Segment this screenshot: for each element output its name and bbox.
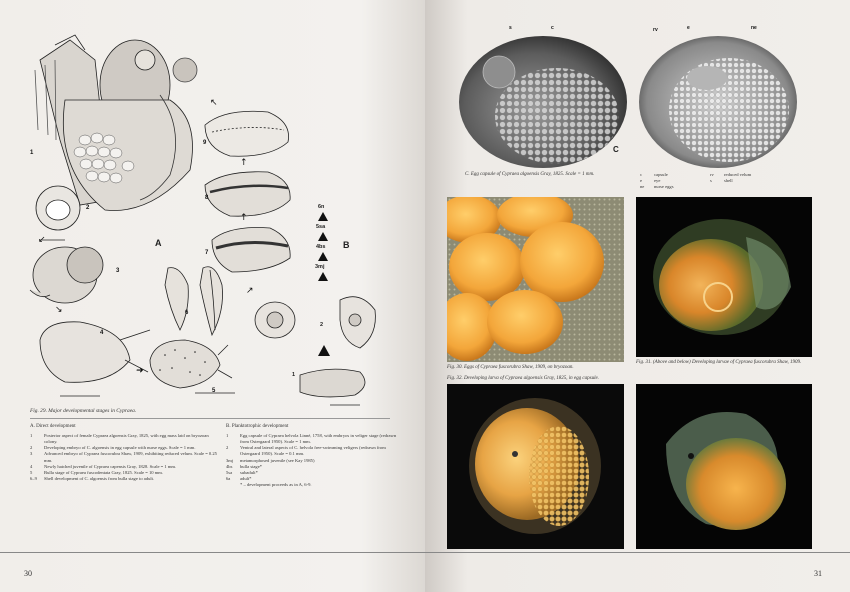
- egg-capsule-photo-left: [457, 30, 629, 170]
- legend-text: adult*: [240, 476, 252, 482]
- legend-heading: B. Planktotrophic development: [226, 424, 289, 429]
- shell-stage-9-drawing: [205, 111, 289, 156]
- arrow-icon: ↘: [55, 305, 63, 315]
- arrow-icon: ↖: [210, 98, 218, 108]
- arrow-icon: ➜: [136, 366, 144, 376]
- fig-c-label: rv: [653, 27, 658, 33]
- page-number: 30: [24, 569, 32, 578]
- legend-text: Developing embryo of C. algoensis in egg capsule with nurse eggs. Scale = 1 mm.: [44, 445, 196, 451]
- stage-triangle-icon: [318, 252, 328, 261]
- legend-key: 1: [30, 432, 33, 438]
- fig-c-letter: C: [613, 145, 619, 154]
- fig31-larva-photo-top: [636, 197, 812, 357]
- fig-c-caption: C. Egg capsule of Cypraea algoensis Gray, 1825. Scale = 1 mm.: [465, 172, 595, 177]
- fig30-caption: Fig. 30. Eggs of Cypraea fuscorubra Shaw, 1909, on bryozoan.: [447, 365, 574, 370]
- legend-key: ne: [640, 184, 645, 190]
- b-stage-label: 5sa: [316, 224, 326, 230]
- bottom-divider: [0, 552, 425, 553]
- legend-text: subadult*: [240, 469, 258, 475]
- fig-c-label: c: [551, 25, 554, 31]
- legend-key: 6–9: [30, 476, 37, 482]
- bulla-stage-drawing: [150, 340, 235, 393]
- stage-triangle-icon: [318, 232, 328, 241]
- legend-planktotrophic-development: [226, 424, 406, 488]
- legend-key: s: [710, 178, 712, 184]
- legend-key: 3mj: [226, 457, 234, 463]
- legend-text: nurse eggs: [654, 184, 674, 190]
- legend-row: [226, 433, 406, 445]
- legend-text: Posterior aspect of female Cypraea algoensis Gray, 1825, with egg mass laid on bryozoan colony.: [44, 432, 209, 444]
- fig-c-legend: [640, 172, 790, 191]
- legend-text: Egg capsule of Cypraea helvola Linné, 1758, with embryos in veliger stage (redrawn from Ostergaard 1950). Scale = 1 mm.: [240, 432, 397, 444]
- stage-label: 9: [203, 140, 207, 146]
- legend-key: 2: [30, 445, 33, 451]
- legend-row: [226, 445, 406, 457]
- stage-label: 3: [116, 268, 120, 274]
- legend-text: bulla stage*: [240, 463, 263, 469]
- stage-triangle-icon: [318, 272, 328, 281]
- caption-divider: [30, 418, 390, 419]
- stage-label: 1: [30, 150, 34, 156]
- legend-key: 4bs: [226, 463, 233, 469]
- legend-key: 2: [226, 445, 229, 451]
- veliger-larvae-drawing: [255, 297, 375, 348]
- fig-c-label: e: [687, 25, 690, 31]
- legend-text: metamorphosed juvenile (see Kay 1985): [240, 457, 315, 463]
- fig32-larva-photo: [447, 384, 624, 549]
- helvola-egg-capsule-drawing: [300, 369, 365, 405]
- legend-direct-development: [30, 424, 220, 482]
- legend-key: e: [640, 178, 643, 184]
- page-number: 31: [814, 569, 822, 578]
- embryo-capsule-drawing: [36, 186, 80, 240]
- figure-caption: Fig. 29. Major developmental stages in Cypraea.: [30, 408, 137, 414]
- legend-row: [640, 184, 710, 190]
- legend-key: 3: [30, 451, 33, 457]
- bottom-divider: [425, 552, 850, 553]
- arrow-icon: ↑: [240, 158, 248, 168]
- legend-row: [226, 482, 406, 488]
- legend-key: c: [640, 172, 643, 177]
- legend-key: 6a: [226, 476, 231, 482]
- legend-text: Bulla stage of Cypraea fuscodentata Gray, 1825. Scale = 10 mm.: [44, 469, 164, 475]
- section-b-label: B: [343, 240, 350, 250]
- female-with-egg-mass-drawing: [35, 35, 197, 211]
- legend-text: shell: [724, 178, 733, 184]
- fig31-caption: Fig. 31. (Above and below) Developing larvae of Cypraea fuscorubra Shaw, 1909.: [636, 360, 802, 365]
- legend-text: eye: [654, 178, 661, 184]
- fig-c-label: ne: [751, 25, 757, 31]
- legend-key: rv: [710, 172, 714, 177]
- fig30-eggs-photo: [447, 197, 624, 362]
- legend-text: capsule: [654, 172, 668, 177]
- fig-c-label: s: [509, 25, 512, 31]
- stage-label: 7: [205, 250, 209, 256]
- legend-text: Ventral and lateral aspects of C. helvola free-swimming veligers (redrawn from Ostergaard 1950). Scale = 0.1 mm.: [240, 445, 386, 457]
- stage-label: 6: [185, 310, 189, 316]
- arrow-icon: ↙: [38, 235, 46, 245]
- legend-text: Newly hatched juvenile of Cypraea capensis Gray, 1828. Scale = 1 mm.: [44, 463, 177, 469]
- legend-text: Shell development of C. algoensis from bulla stage to adult.: [44, 476, 155, 482]
- legend-row: [30, 476, 220, 482]
- cypraea-development-illustration: [0, 0, 425, 410]
- stage-label: 2: [86, 205, 90, 211]
- b-stage-label: 1: [292, 372, 296, 378]
- legend-heading: A. Direct development: [30, 424, 76, 429]
- advanced-embryo-drawing: [30, 247, 103, 303]
- legend-row: [30, 433, 220, 445]
- b-stage-label: 4bs: [316, 244, 326, 250]
- shell-stage-6-drawing: [165, 267, 223, 335]
- legend-key: 4: [30, 463, 33, 469]
- legend-key: 5: [30, 469, 33, 475]
- legend-text: * – development proceeds as in A, 6-9.: [240, 482, 312, 488]
- legend-row: [710, 178, 790, 184]
- stage-label: 4: [100, 330, 104, 336]
- legend-key: [226, 482, 240, 488]
- legend-key: 1: [226, 432, 229, 438]
- hatched-juvenile-drawing: [40, 322, 150, 396]
- stage-label: 8: [205, 195, 209, 201]
- stage-triangle-icon: [318, 345, 330, 356]
- legend-text: Advanced embryo of Cypraea fuscorubra Shaw, 1909, exhibiting reduced velum. Scale = 0.25 mm.: [44, 451, 217, 463]
- right-page: [425, 0, 850, 592]
- b-stage-label: 3mj: [315, 264, 325, 270]
- fig32-caption: Fig. 32. Developing larva of Cypraea algoensis Gray, 1825, in egg capsule.: [447, 376, 599, 381]
- shell-stage-7-drawing: [212, 228, 290, 273]
- shell-stage-8-drawing: [205, 172, 290, 216]
- stage-triangle-icon: [318, 212, 328, 221]
- legend-key: 5sa: [226, 469, 233, 475]
- legend-text: reduced velum: [724, 172, 752, 177]
- stage-label: 5: [212, 388, 216, 394]
- fig31-larva-photo-bottom: [636, 384, 812, 549]
- b-stage-label: 2: [320, 322, 324, 328]
- b-stage-label: 6n: [318, 204, 325, 210]
- egg-capsule-photo-right: [637, 32, 799, 170]
- arrow-icon: ↑: [240, 213, 248, 223]
- legend-row: [30, 451, 220, 463]
- section-a-label: A: [155, 238, 162, 248]
- arrow-icon: ↗: [246, 286, 254, 296]
